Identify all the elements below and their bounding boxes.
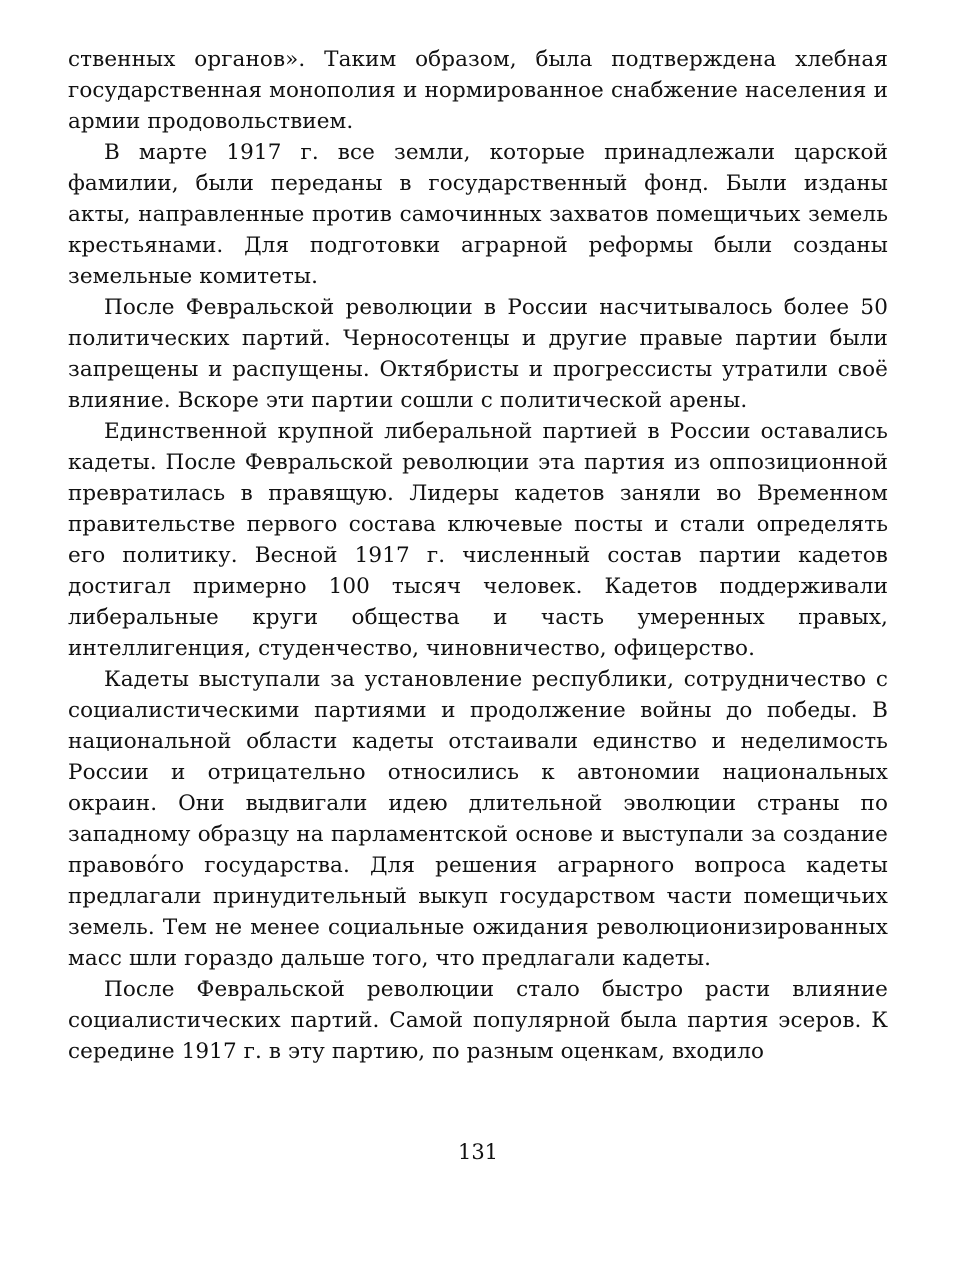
paragraph-kadets-party: Единственной крупной либеральной партией в России оставались кадеты. После Февральской революции эта партия из оппозиционной превратилась в правящую. Лидеры кадетов заняли во Временном правительстве первого состава ключевые посты и стали определять его политику. Весной 1917 г. численный состав партии кадетов достигал примерно 100 тысяч человек. Кадетов поддерживали либеральные круги общества и часть умеренных правых, интеллигенция, студенчество, чиновничество, офицерство. [68,419,888,661]
paragraph-political-parties: После Февральской революции в России насчитывалось более 50 политических партий. Черносотенцы и другие правые партии были запрещены и распущены. Октябристы и прогрессисты утратили своё влияние. Вскоре эти партии сошли с политической арены. [68,295,888,413]
paragraph-tsar-lands: В марте 1917 г. все земли, которые принадлежали царской фамилии, были переданы в государственный фонд. Были изданы акты, направленные против самочинных захватов помещичьих земель крестьянами. Для подготовки аграрной реформы были созданы земельные комитеты. [68,140,888,289]
document-page [68,44,888,1268]
paragraph-socialist-parties: После Февральской революции стало быстро расти влияние социалистических партий. Самой популярной была партия эсеров. К середине 1917 г. в эту партию, по разным оценкам, входило [68,977,888,1064]
paragraph-continuation: ственных органов». Таким образом, была подтверждена хлебная государственная монополия и нормированное снабжение населения и армии продовольствием. [68,47,888,134]
page-number: 131 [457,1140,499,1164]
paragraph-kadets-program: Кадеты выступали за установление республики, сотрудничество с социалистическими партиями и продолжение войны до победы. В национальной области кадеты отстаивали единство и неделимость России и отрицательно относились к автономии национальных окраин. Они выдвигали идею длительной эволюции страны по западному образцу на парламентской основе и выступали за создание правово́го государства. Для решения аграрного вопроса кадеты предлагали принудительный выкуп государством части помещичьих земель. Тем не менее социальные ожидания революционизированных масс шли гораздо дальше того, что предлагали кадеты. [68,667,888,971]
page-text-body [68,44,888,1067]
